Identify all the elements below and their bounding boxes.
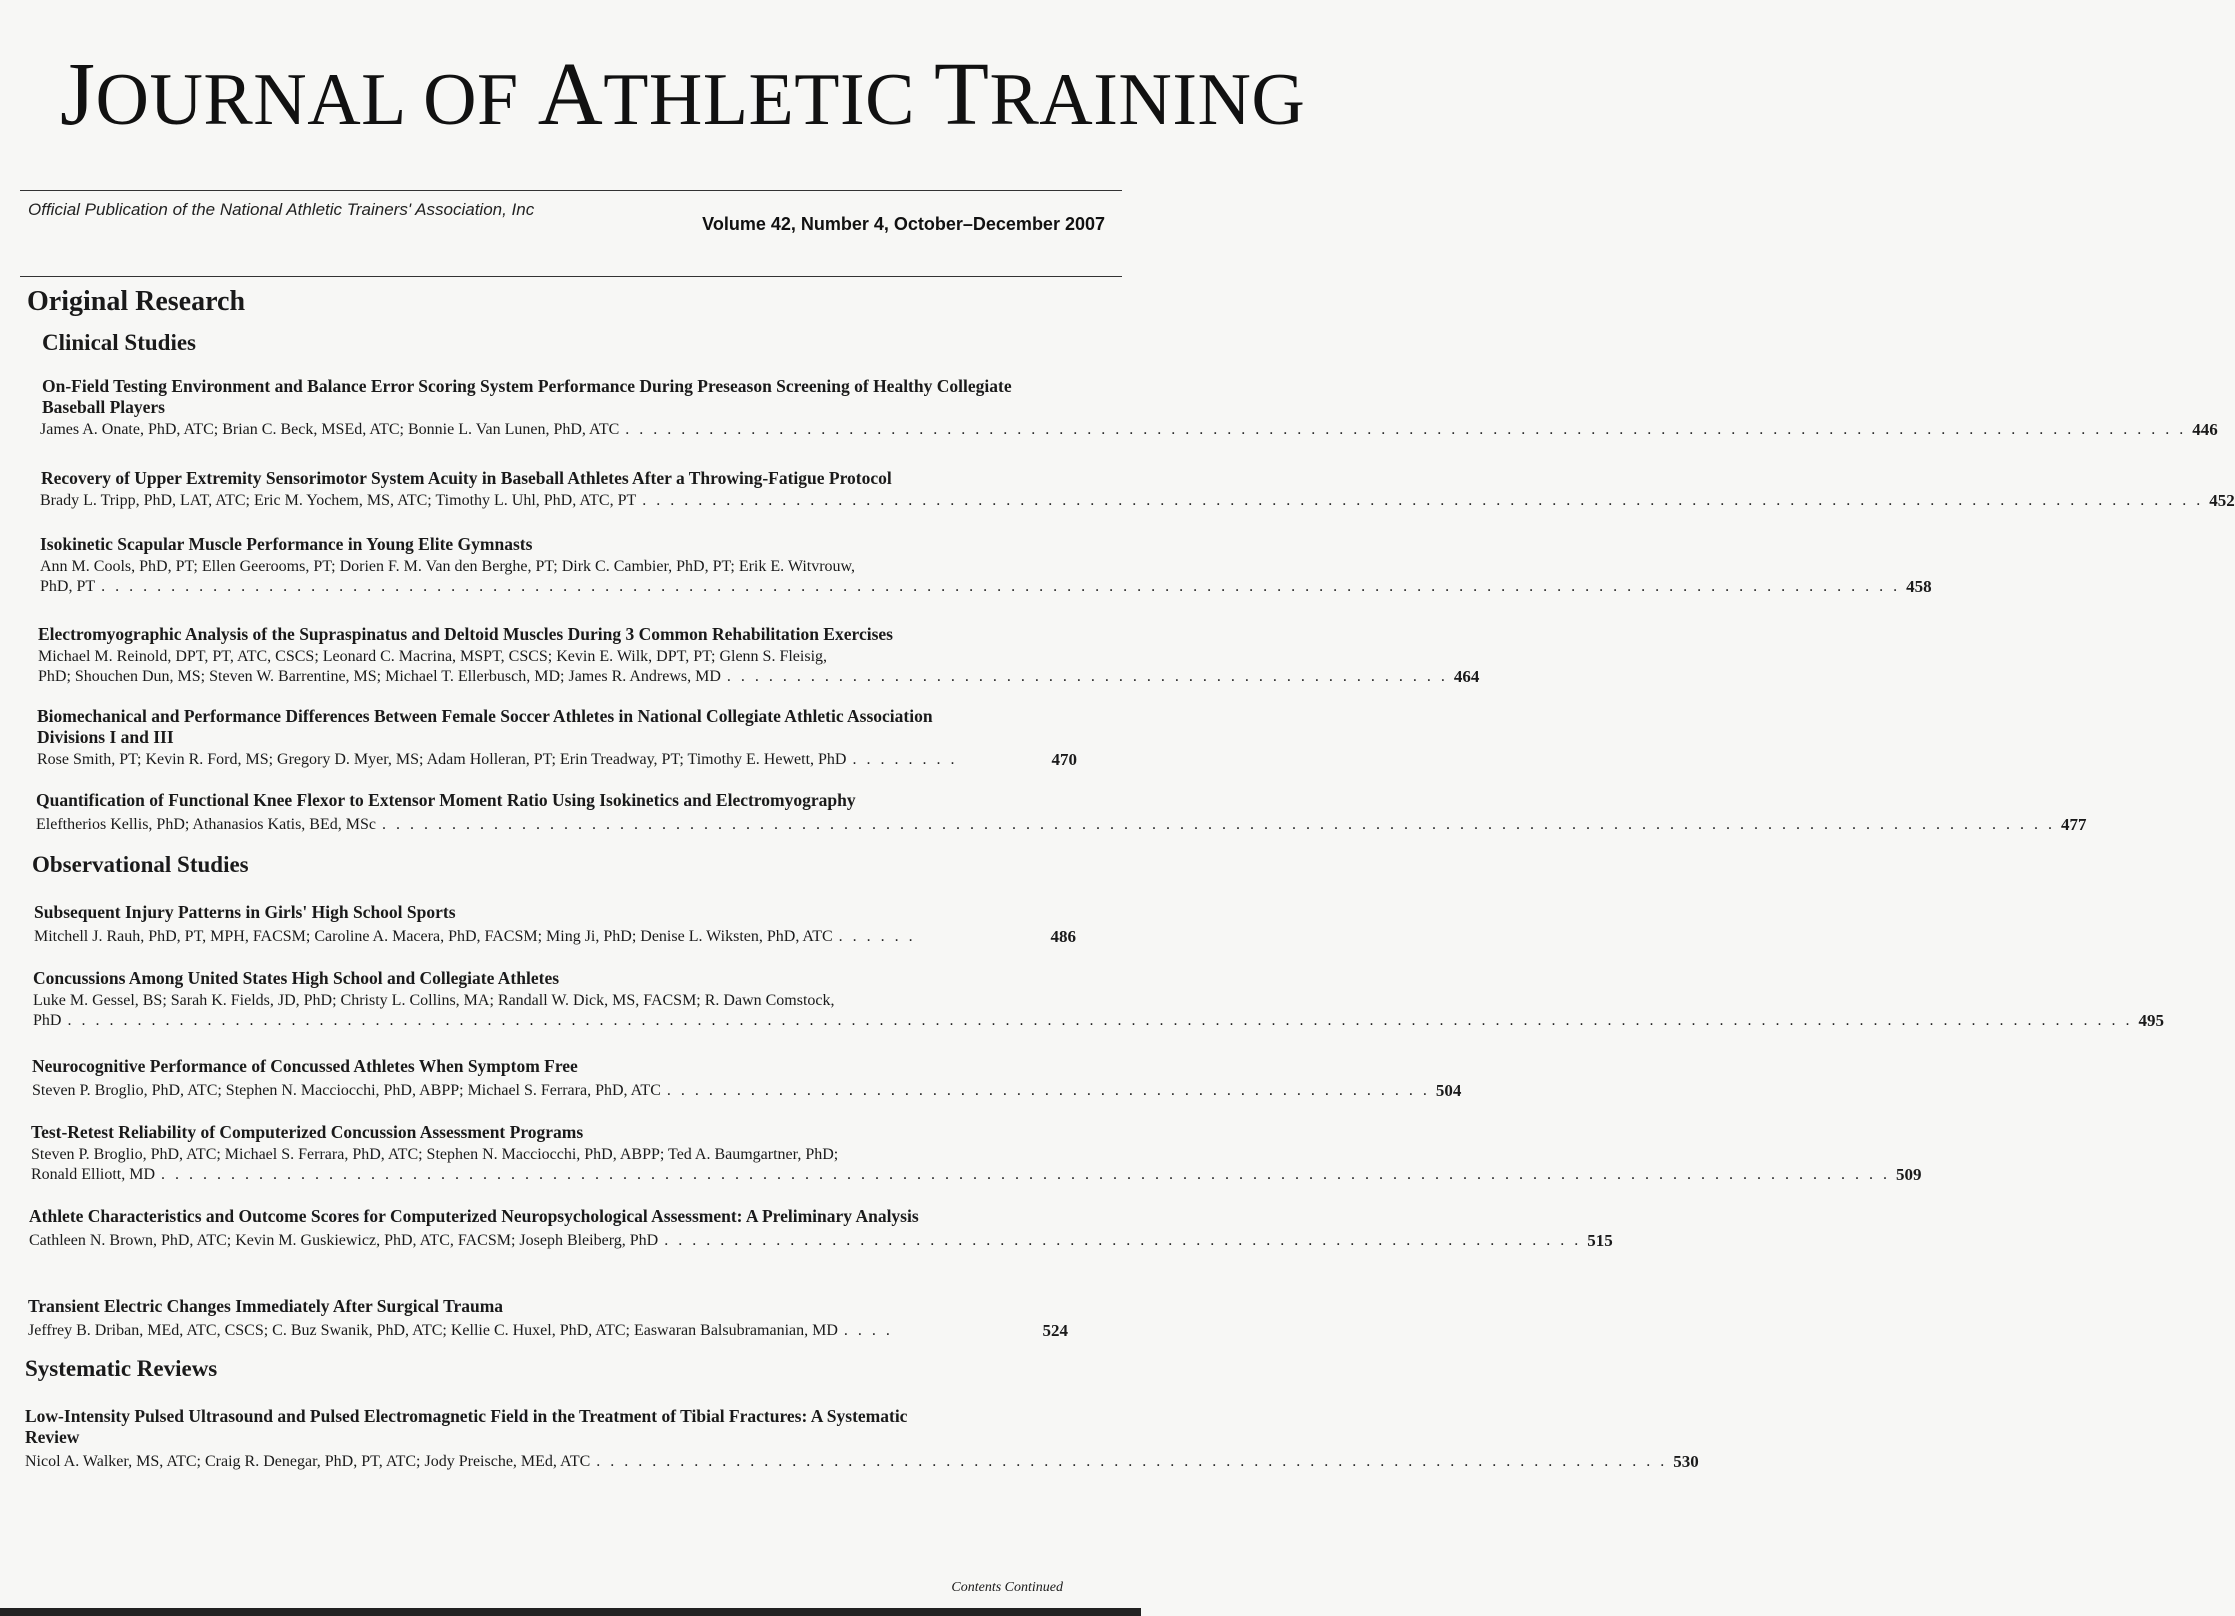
author-line	[29, 1231, 1613, 1251]
leader-dots: . . . . . . . . . . . . . . . . . . . . . . . . . . . . . . . . . . . . . . . . . . . . . . . . . . . . . . . . . . . . . . . . . . . . . . . . . . . . .	[596, 1453, 1668, 1470]
article-authors: PhD; Shouchen Dun, MS; Steven W. Barrentine, MS; Michael T. Ellerbusch, MD; James R. Andrews, MD	[38, 668, 721, 685]
masthead-word-raining: RAINING	[989, 59, 1306, 141]
author-line	[32, 1081, 1462, 1101]
article-title[interactable]: Test-Retest Reliability of Computerized Concussion Assessment Programs	[31, 1122, 584, 1142]
page-number: 464	[1453, 667, 1480, 686]
masthead-word-thletic: THLETIC	[603, 59, 934, 141]
article-authors: Mitchell J. Rauh, PhD, PT, MPH, FACSM; Caroline A. Macera, PhD, FACSM; Ming Ji, PhD; Denise L. Wiksten, PhD, ATC	[34, 928, 833, 945]
article-authors-line1: Ann M. Cools, PhD, PT; Ellen Geerooms, PT; Dorien F. M. Van den Berghe, PT; Dirk C. Cambier, PhD, PT; Erik E. Witvrouw,	[40, 558, 856, 575]
leader-dots: . . . . . . . . . . . . . . . . . . . . . . . . . . . . . . . . . . . . . . . . . . . . . . . . . . . .	[726, 668, 1448, 685]
page-number: 477	[2060, 815, 2087, 834]
leader-dots: . . . . . . . . . . . . . . . . . . . . . . . . . . . . . . . . . . . . . . . . . . . . . . . . . . . . . . . . . . . . . . . . . . . . . . . . . . . . . . . . . . . . . . . . . . . . . . . . . . . . . . . . . . . . . . . . . . . . . . . . . . . . . . . . . . . . . . . . . . . . . . . . . . . .	[67, 1012, 2133, 1029]
page-number: 446	[2192, 420, 2218, 439]
article-title[interactable]: On-Field Testing Environment and Balance Error Scoring System Performance During Preseason Screening of Healthy Collegiate Baseball Players	[42, 376, 1012, 417]
article-authors: Brady L. Tripp, PhD, LAT, ATC; Eric M. Yochem, MS, ATC; Timothy L. Uhl, PhD, ATC, PT	[40, 492, 637, 509]
journal-subtitle: Official Publication of the National Athletic Trainers' Association, Inc	[28, 200, 535, 219]
toc-entry[interactable]	[0, 1406, 1699, 1472]
article-title[interactable]: Low-Intensity Pulsed Ultrasound and Pulsed Electromagnetic Field in the Treatment of Tibial Fractures: A Systematic Review	[25, 1406, 908, 1447]
masthead-letter-j: J	[60, 45, 96, 144]
author-line	[28, 1321, 1068, 1341]
subsection-observational-studies: Observational Studies	[32, 852, 249, 877]
author-line	[40, 491, 2235, 511]
article-authors: PhD, PT	[40, 578, 96, 595]
volume-issue: Volume 42, Number 4, October–December 2007	[702, 214, 1105, 234]
author-line	[40, 420, 2218, 440]
article-title[interactable]: Recovery of Upper Extremity Sensorimotor System Acuity in Baseball Athletes After a Throwing-Fatigue Protocol	[41, 468, 892, 488]
subsection-clinical-studies: Clinical Studies	[42, 330, 197, 355]
toc-entry[interactable]	[0, 968, 2164, 1031]
contents-continued: Contents Continued	[951, 1580, 1063, 1595]
leader-dots: . . . . . .	[838, 928, 916, 945]
toc-entry[interactable]	[0, 376, 2218, 440]
page-number: 509	[1896, 1165, 1922, 1184]
leader-dots: . . . . . . . . . . . . . . . . . . . . . . . . . . . . . . . . . . . . . . . . . . . . . . . . . . . . . . .	[666, 1082, 1430, 1099]
leader-dots: . . . . . . . . . . . . . . . . . . . . . . . . . . . . . . . . . . . . . . . . . . . . . . . . . . . . . . . . . . . . . . . . . . . . . . . . . . . . . . . . . . . . . . . . . . . . . . . . . . . . . . . . . . . . . . . . . . . . . . . . . . . . . . . . .	[101, 578, 1901, 595]
page-number: 486	[1050, 927, 1076, 946]
article-authors: Eleftherios Kellis, PhD; Athanasios Katis, BEd, MSc	[36, 816, 376, 833]
article-title[interactable]: Isokinetic Scapular Muscle Performance in Young Elite Gymnasts	[40, 534, 533, 554]
author-line	[33, 1011, 2164, 1031]
article-title[interactable]: Transient Electric Changes Immediately After Surgical Trauma	[28, 1296, 504, 1316]
masthead-letter-t: T	[933, 45, 990, 144]
article-title[interactable]: Subsequent Injury Patterns in Girls' High School Sports	[34, 902, 456, 922]
article-title[interactable]: Quantification of Functional Knee Flexor to Extensor Moment Ratio Using Isokinetics and Electromyography	[36, 790, 856, 810]
page-number: 524	[1042, 1321, 1068, 1340]
article-authors: Ronald Elliott, MD	[31, 1166, 155, 1183]
toc-entry[interactable]	[0, 1122, 1922, 1185]
author-line	[36, 815, 2087, 835]
leader-dots: . . . . . . . . . . . . . . . . . . . . . . . . . . . . . . . . . . . . . . . . . . . . . . . . . . . . . . . . . . . . . . . . . . . . . . . . . . . . . . . . . . . . . . . . . . . . . . . . . . . . . . . . . . . . . . . .	[625, 421, 2187, 438]
article-authors: Cathleen N. Brown, PhD, ATC; Kevin M. Guskiewicz, PhD, ATC, FACSM; Joseph Bleiberg, PhD	[29, 1232, 659, 1249]
author-line	[37, 750, 1077, 770]
article-authors: Rose Smith, PT; Kevin R. Ford, MS; Gregory D. Myer, MS; Adam Holleran, PT; Erin Treadway, PT; Timothy E. Hewett, PhD	[37, 751, 847, 768]
page-number: 504	[1435, 1081, 1462, 1100]
masthead-letter-a: A	[537, 45, 604, 144]
toc-entry[interactable]	[0, 706, 1141, 770]
article-authors-line1: Steven P. Broglio, PhD, ATC; Michael S. Ferrara, PhD, ATC; Stephen N. Macciocchi, PhD, ABPP; Ted A. Baumgartner, PhD;	[31, 1146, 839, 1163]
journal-masthead	[60, 45, 1306, 144]
article-authors: Jeffrey B. Driban, MEd, ATC, CSCS; C. Buz Swanik, PhD, ATC; Kellie C. Huxel, PhD, ATC; Easwaran Balsubramanian, MD	[28, 1322, 838, 1339]
author-line	[31, 1165, 1922, 1185]
article-authors: PhD	[33, 1012, 62, 1029]
subsection-systematic-reviews: Systematic Reviews	[25, 1356, 218, 1381]
page-number: 530	[1673, 1452, 1699, 1471]
article-title[interactable]: Biomechanical and Performance Differences Between Female Soccer Athletes in National Collegiate Athletic Association Divisions I and III	[37, 706, 933, 747]
header-divider-top	[20, 190, 1122, 191]
article-authors-line1: Michael M. Reinold, DPT, PT, ATC, CSCS; Leonard C. Macrina, MSPT, CSCS; Kevin E. Wilk, DPT, PT; Glenn S. Fleisig,	[38, 648, 828, 665]
leader-dots: . . . . . . . . . . . . . . . . . . . . . . . . . . . . . . . . . . . . . . . . . . . . . . . . . . . . . . . . . . . . . . . . . .	[664, 1232, 1582, 1249]
article-authors-line1: Luke M. Gessel, BS; Sarah K. Fields, JD, PhD; Christy L. Collins, MA; Randall W. Dick, MS, FACSM; R. Dawn Comstock,	[33, 992, 835, 1009]
header-divider-bottom	[20, 276, 1122, 277]
masthead-word-ournal-of: OURNAL OF	[95, 59, 538, 141]
toc-entry[interactable]	[0, 790, 2087, 835]
page-number: 470	[1051, 750, 1077, 769]
leader-dots: . . . . . . . . . . . . . . . . . . . . . . . . . . . . . . . . . . . . . . . . . . . . . . . . . . . . . . . . . . . . . . . . . . . . . . . . . . . . . . . . . . . . . . . . . . . . . . . . . . . . . . . . . . . . . . . . . . . . . . . . . . . .	[161, 1166, 1890, 1183]
leader-dots: . . . . . . . .	[852, 751, 958, 768]
toc-entry[interactable]	[0, 624, 1480, 687]
article-title[interactable]: Electromyographic Analysis of the Supraspinatus and Deltoid Muscles During 3 Common Rehabilitation Exercises	[38, 624, 893, 644]
author-line	[25, 1452, 1699, 1472]
toc-entry[interactable]	[0, 468, 2235, 511]
toc-entry[interactable]	[0, 1206, 1613, 1251]
page-number: 515	[1587, 1231, 1613, 1250]
toc-entry[interactable]	[0, 902, 1141, 947]
toc-entry[interactable]	[0, 1296, 1141, 1341]
section-original-research: Original Research	[27, 286, 246, 317]
page-number: 495	[2138, 1011, 2164, 1030]
toc-entry[interactable]	[0, 1056, 1462, 1101]
article-title[interactable]: Athlete Characteristics and Outcome Scores for Computerized Neuropsychological Assessment: A Preliminary Analysis	[29, 1206, 919, 1226]
article-title[interactable]: Neurocognitive Performance of Concussed Athletes When Symptom Free	[32, 1056, 578, 1076]
article-authors: James A. Onate, PhD, ATC; Brian C. Beck, MSEd, ATC; Bonnie L. Van Lunen, PhD, ATC	[40, 421, 620, 438]
page-number: 452	[2209, 491, 2235, 510]
leader-dots: . . . . . . . . . . . . . . . . . . . . . . . . . . . . . . . . . . . . . . . . . . . . . . . . . . . . . . . . . . . . . . . . . . . . . . . . . . . . . . . . . . . . . . . . . . . . . . . . . . . . . . . . . . . . . . . .	[642, 492, 2204, 509]
article-title[interactable]: Concussions Among United States High School and Collegiate Athletes	[33, 968, 560, 988]
leader-dots: . . . .	[843, 1322, 893, 1339]
scan-edge-bar	[0, 1608, 1141, 1616]
page-number: 458	[1906, 577, 1932, 596]
article-authors: Steven P. Broglio, PhD, ATC; Stephen N. Macciocchi, PhD, ABPP; Michael S. Ferrara, PhD, ATC	[32, 1082, 661, 1099]
author-line	[40, 577, 1932, 597]
article-authors: Nicol A. Walker, MS, ATC; Craig R. Denegar, PhD, PT, ATC; Jody Preische, MEd, ATC	[25, 1453, 591, 1470]
author-line	[38, 667, 1480, 687]
toc-entry[interactable]	[0, 534, 1932, 597]
leader-dots: . . . . . . . . . . . . . . . . . . . . . . . . . . . . . . . . . . . . . . . . . . . . . . . . . . . . . . . . . . . . . . . . . . . . . . . . . . . . . . . . . . . . . . . . . . . . . . . . . . . . . . . . . . . . . . . . . . . . . . . .	[381, 816, 2055, 833]
author-line	[34, 927, 1076, 947]
